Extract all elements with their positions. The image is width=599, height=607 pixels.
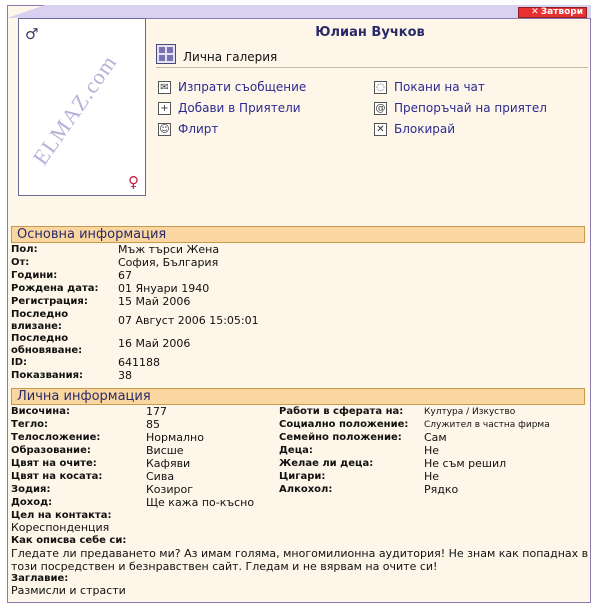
self-description-label xyxy=(11,535,126,547)
basic-value: 641188 xyxy=(118,356,160,369)
personal-value: Служител в частна фирма xyxy=(424,420,550,430)
personal-value: Не xyxy=(424,470,440,483)
profile-name: Юлиан Вучков xyxy=(315,25,425,40)
gallery-icon xyxy=(156,44,176,64)
basic-label: ID: xyxy=(11,357,28,368)
personal-label: Образование: xyxy=(11,445,91,456)
plus-icon: + xyxy=(158,102,171,115)
personal-value: Нормално xyxy=(146,431,204,444)
self-description-label-text: Как описва себе си: xyxy=(11,535,127,546)
personal-label-work xyxy=(279,406,403,418)
heading-text: Размисли и страсти xyxy=(11,584,126,597)
basic-label: Пол: xyxy=(11,244,38,255)
personal-value: Висше xyxy=(146,444,184,457)
personal-value: Кафяви xyxy=(146,457,191,470)
personal-value: Ще кажа по-късно xyxy=(146,496,255,509)
personal-label-smoking xyxy=(279,471,325,483)
personal-label: Цвят на косата: xyxy=(11,471,103,482)
personal-label-build xyxy=(11,432,100,444)
chat-bubble-icon: ◌ xyxy=(374,81,387,94)
personal-label-height xyxy=(11,406,70,418)
add-friend-link[interactable] xyxy=(158,101,301,115)
basic-row-last-update xyxy=(11,333,101,357)
personal-label: Цигари: xyxy=(279,471,326,482)
male-symbol-icon: ♂ xyxy=(25,25,39,43)
at-sign-icon: @ xyxy=(375,102,386,114)
personal-label-education xyxy=(11,445,91,457)
window-title-bar xyxy=(45,5,591,19)
personal-label: Алкохол: xyxy=(279,484,333,495)
block-x-icon: ✕ xyxy=(374,123,387,136)
personal-label: Желае ли деца: xyxy=(279,458,374,469)
basic-row-views xyxy=(11,370,83,382)
gallery-label: Лична галерия xyxy=(183,50,278,64)
personal-label-alcohol xyxy=(279,484,332,496)
basic-row-gender xyxy=(11,244,38,256)
personal-label: Височина: xyxy=(11,406,70,417)
personal-value: 85 xyxy=(146,418,160,431)
personal-label: Семейно положение: xyxy=(279,432,402,443)
basic-row-id xyxy=(11,357,27,369)
contact-goal-label-text: Цел на контакта: xyxy=(11,510,112,521)
personal-label: Зодия: xyxy=(11,484,51,495)
personal-value: Сам xyxy=(424,431,447,444)
basic-row-age xyxy=(11,270,57,282)
personal-value: Козирог xyxy=(146,483,194,496)
personal-label: Тегло: xyxy=(11,419,49,430)
flirt-link[interactable] xyxy=(158,122,218,136)
close-button[interactable] xyxy=(518,7,587,18)
basic-value-last-login xyxy=(118,315,259,328)
envelope-icon: ✉ xyxy=(158,81,171,94)
contact-goal-text: Кореспонденция xyxy=(11,521,110,534)
personal-label: Деца: xyxy=(279,445,313,456)
personal-label-eyes xyxy=(11,458,97,470)
personal-label-children xyxy=(279,445,313,457)
basic-value-from xyxy=(118,257,218,270)
basic-row-from xyxy=(11,257,29,269)
send-message-link[interactable] xyxy=(158,80,306,94)
personal-value: Сива xyxy=(146,470,175,483)
personal-label: Цвят на очите: xyxy=(11,458,97,469)
personal-value-alcohol xyxy=(424,484,458,497)
personal-label-wants-children xyxy=(279,458,373,470)
block-link[interactable] xyxy=(374,122,455,136)
personal-label-income xyxy=(11,497,52,509)
basic-label: Регистрация: xyxy=(11,296,88,307)
heading-label-text: Заглавие: xyxy=(11,573,69,584)
personal-value-work xyxy=(424,406,515,418)
personal-label: Работи в сферата на: xyxy=(279,406,404,417)
self-description-text: Гледате ли предаването ми? Аз имам голяма, многомилионна аудитория! Не знам как попаднах в този посредствен и безнравствен сайт. Гледам и не вярвам на очите си! xyxy=(11,547,589,573)
recommend-label: Препоръчай на приятел xyxy=(394,101,547,115)
divider xyxy=(156,67,588,68)
personal-label: Социално положение: xyxy=(279,419,409,430)
basic-label: Последно обновяване: xyxy=(11,333,83,356)
basic-row-last-login xyxy=(11,309,101,333)
block-label: Блокирай xyxy=(394,122,456,136)
recommend-link[interactable] xyxy=(374,101,547,115)
personal-info-header xyxy=(11,388,585,405)
basic-label: Рождена дата: xyxy=(11,283,99,294)
basic-value: 16 Май 2006 xyxy=(118,337,191,350)
basic-value-views xyxy=(118,370,132,383)
basic-value: Мъж търси Жена xyxy=(118,243,220,256)
watermark-logo: ELMAZ.com xyxy=(27,50,122,170)
basic-row-registration xyxy=(11,296,88,308)
personal-label-zodiac xyxy=(11,484,50,496)
personal-value: Рядко xyxy=(424,483,459,496)
add-friend-label: Добави в Приятели xyxy=(178,101,301,115)
gallery-link[interactable] xyxy=(156,44,277,64)
invite-chat-label: Покани на чат xyxy=(394,80,485,94)
basic-value: София, България xyxy=(118,256,219,269)
basic-row-birth xyxy=(11,283,99,295)
personal-value: 177 xyxy=(146,405,167,418)
personal-value-social xyxy=(424,419,550,431)
personal-value-income xyxy=(146,497,254,510)
invite-chat-link[interactable] xyxy=(374,80,485,94)
personal-value: Не xyxy=(424,444,440,457)
close-icon: ✕ xyxy=(531,7,539,17)
basic-value: 07 Август 2006 15:05:01 xyxy=(118,314,259,327)
female-symbol-icon: ♀ xyxy=(128,173,139,191)
basic-label: Години: xyxy=(11,270,58,281)
smiley-icon: ☺ xyxy=(159,123,170,135)
close-label: Зaтвори xyxy=(540,7,583,17)
personal-value: Не съм решил xyxy=(424,457,507,470)
basic-value: 01 Януари 1940 xyxy=(118,282,210,295)
basic-label: От: xyxy=(11,257,30,268)
send-message-label: Изпрати съобщение xyxy=(178,80,307,94)
contact-goal-value xyxy=(11,522,109,535)
flirt-label: Флирт xyxy=(178,122,219,136)
personal-label: Телосложение: xyxy=(11,432,101,443)
personal-info-title: Лична информация xyxy=(17,389,151,404)
basic-value: 15 Май 2006 xyxy=(118,295,191,308)
personal-label-hair xyxy=(11,471,102,483)
basic-value: 38 xyxy=(118,369,132,382)
basic-info-header xyxy=(11,226,585,243)
personal-label-social xyxy=(279,419,408,431)
personal-label-family xyxy=(279,432,402,444)
basic-label: Показвания: xyxy=(11,370,83,381)
basic-value-last-update xyxy=(118,338,190,351)
profile-photo-placeholder[interactable] xyxy=(18,18,146,196)
personal-label-weight xyxy=(11,419,48,431)
personal-value: Култура / Изкуство xyxy=(424,407,516,417)
personal-label: Доход: xyxy=(11,497,53,508)
basic-value-registration xyxy=(118,296,190,309)
basic-label: Последно влизане: xyxy=(11,309,69,332)
heading-value xyxy=(11,585,126,598)
basic-value: 67 xyxy=(118,269,132,282)
basic-info-title: Основна информация xyxy=(17,227,167,242)
